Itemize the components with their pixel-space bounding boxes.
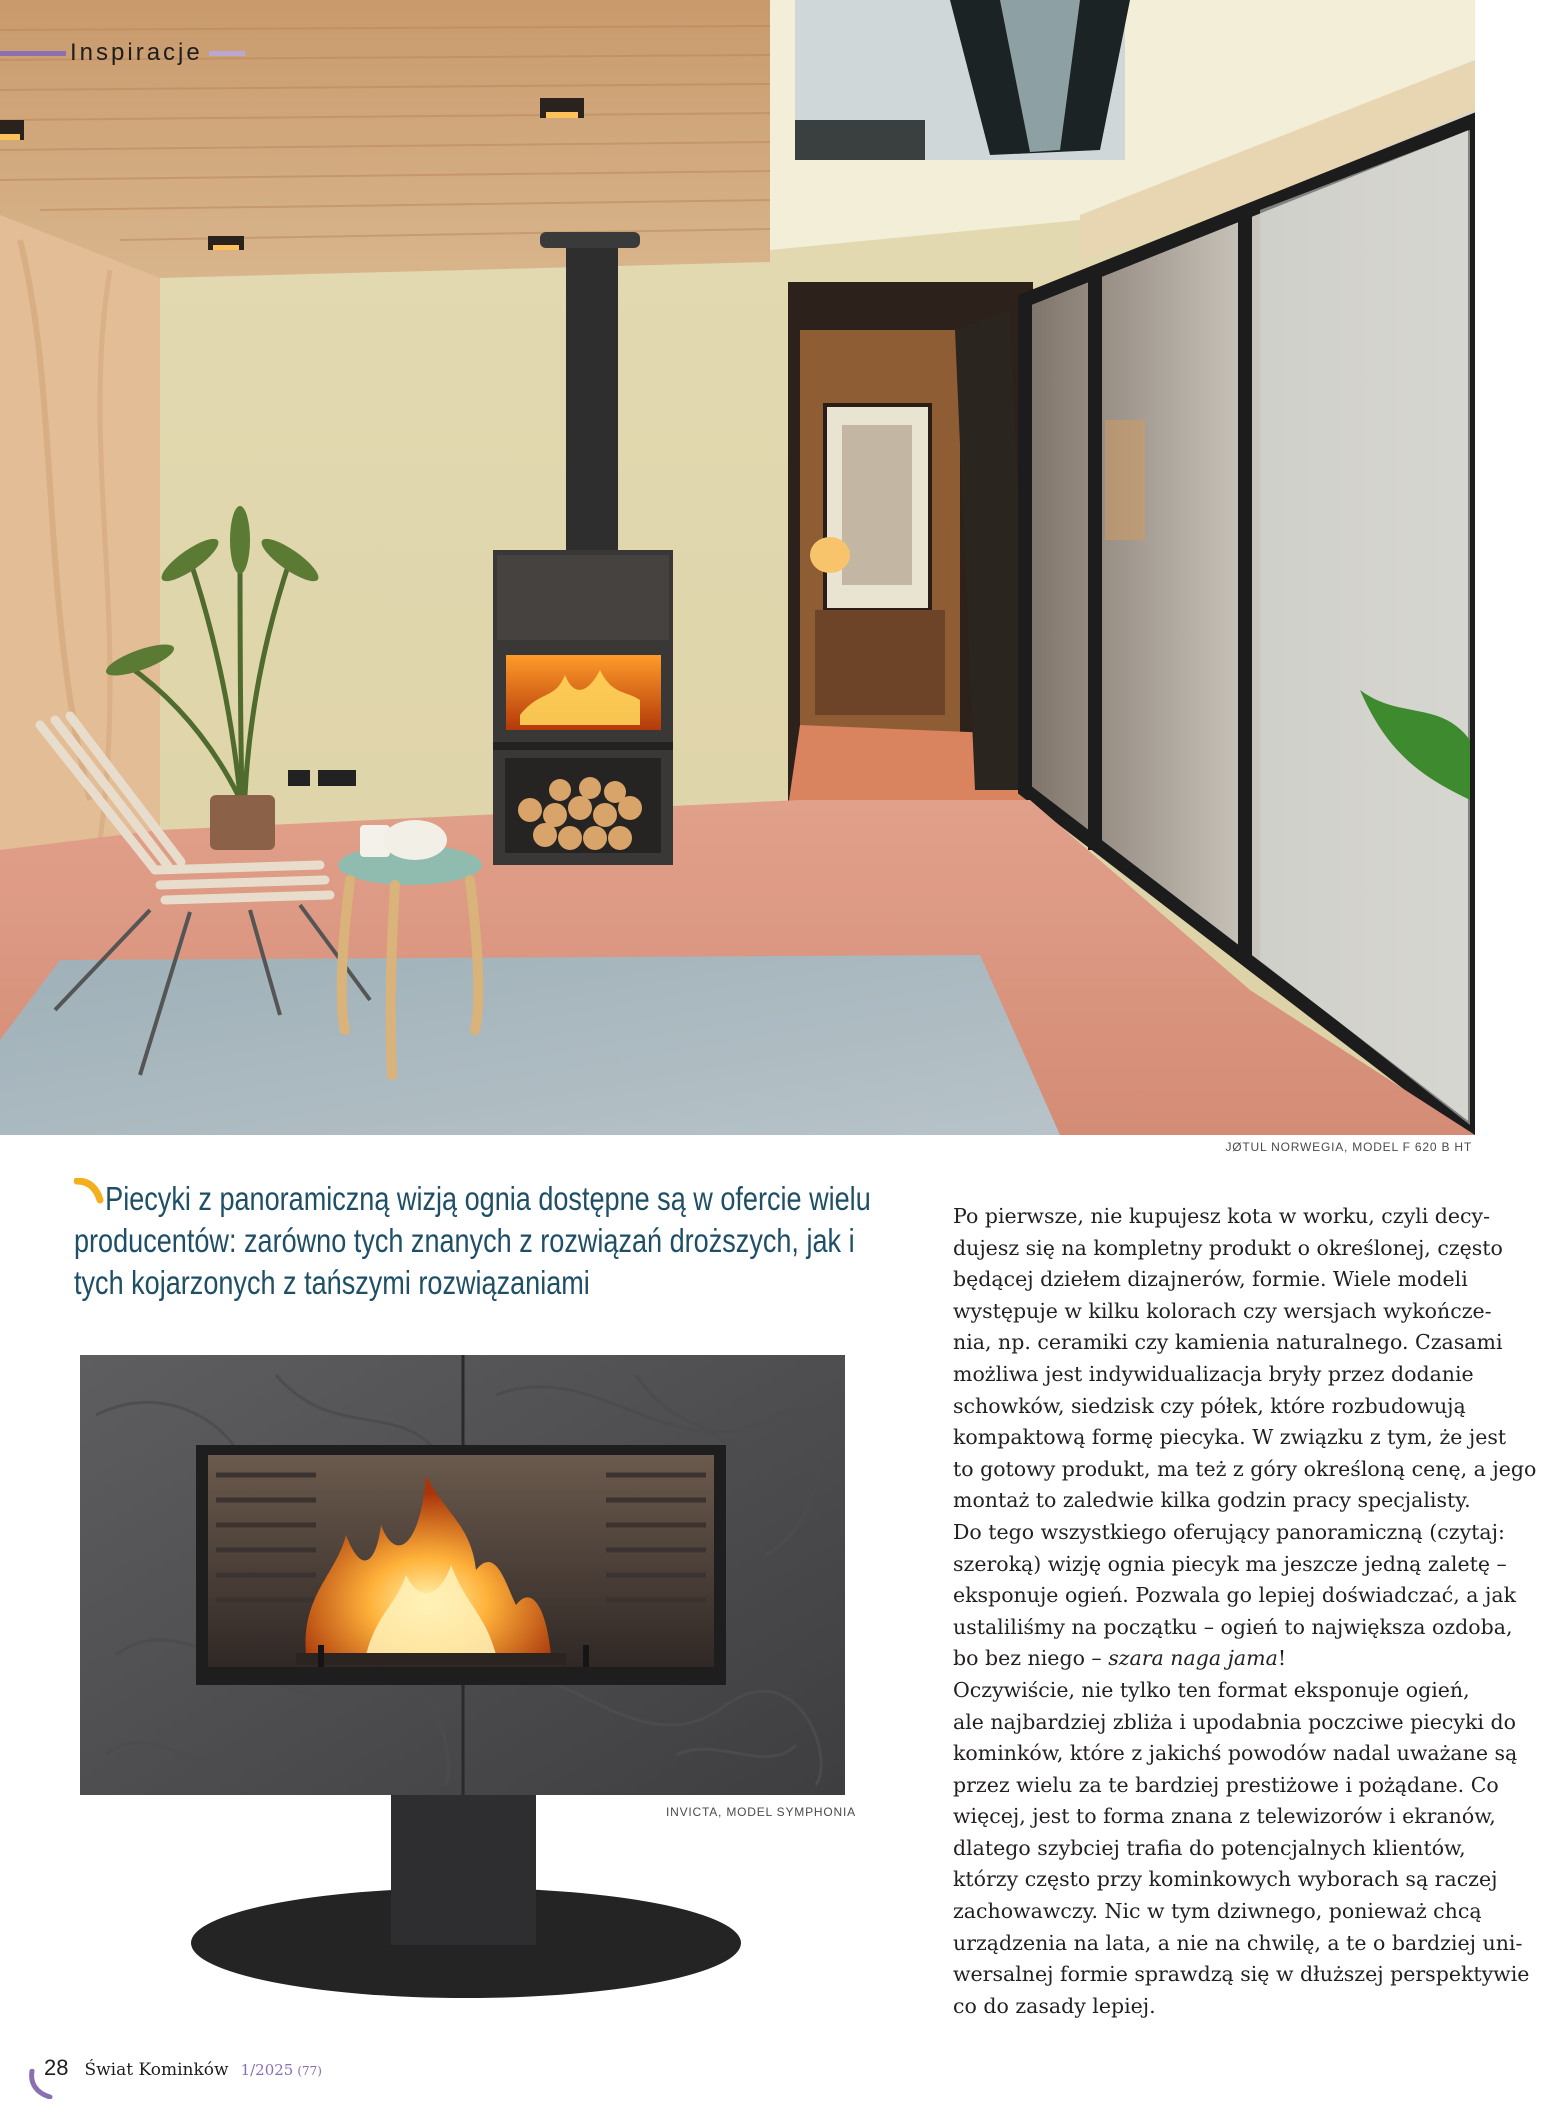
article-body [929,1201,1537,2022]
stove-caption: INVICTA, MODEL SYMPHONIA [666,1805,856,1819]
text-line: urządzenia na lata, a nie na chwilę, a te o bardziej uni- [953,1930,1523,1955]
text-prefix: bo bez niego – [953,1646,1109,1671]
pull-quote-text: Piecyki z panoramiczną wizją ognia dostępne są w ofercie wielu producentów: zarówno tych znanych z rozwiązań droższych, jak i tych kojarzonych z tańszymi rozwiązaniami [74,1180,871,1301]
stove-photo [76,1355,851,2005]
hero-caption: JØTUL NORWEGIA, MODEL F 620 B HT [1225,1140,1472,1154]
section-bar-right [209,51,245,56]
text-line: Oczywiście, nie tylko ten format eksponuje ogień, [953,1677,1470,1702]
stove-illustration [76,1355,851,2005]
text-line: możliwa jest indywidualizacja bryły przez dodanie [953,1361,1474,1386]
text-italic: szara naga jama [1108,1646,1278,1671]
text-line: ustaliliśmy na początku – ogień to największa ozdoba, [953,1614,1513,1639]
text-line: kominków, które z jakichś powodów nadal uważane są [953,1741,1518,1766]
text-line: dlatego szybciej trafia do potencjalnych klientów, [953,1835,1466,1860]
text-line: ale najbardziej zbliża i upodabnia poczciwe piecyki do [953,1709,1516,1734]
section-tag [0,40,245,66]
text-line: Do tego wszystkiego oferujący panoramiczną (czytaj: [953,1519,1505,1544]
text-line: dujesz się na kompletny produkt o określonej, często [953,1235,1503,1260]
text-line: montaż to zaledwie kilka godzin pracy specjalisty. [953,1488,1471,1513]
page-number: 28 [44,2055,69,2080]
article-paragraph-1 [929,1201,1537,1675]
text-suffix: ! [1277,1646,1287,1671]
text-line: nia, np. ceramiki czy kamienia naturalnego. Czasami [953,1330,1503,1355]
article-paragraph-2 [929,1675,1530,2023]
text-line: kompaktową formę piecyka. W związku z tym, że jest [953,1425,1507,1450]
text-line: wersalnej formie sprawdzą się w dłuższej perspektywie [953,1962,1530,1987]
text-line: Po pierwsze, nie kupujesz kota w worku, czyli decy- [953,1204,1491,1228]
pull-quote [74,1178,884,1304]
text-line: występuje w kilku kolorach czy wersjach wykończe- [953,1298,1492,1323]
issue-number: (77) [297,2064,322,2078]
text-line: którzy często przy kominkowych wyborach są raczej [953,1867,1498,1892]
text-line: to gotowy produkt, ma też z góry określoną cenę, a jego [953,1456,1537,1481]
text-line: będącej dziełem dizajnerów, formie. Wiele modeli [953,1267,1468,1292]
footer-swoosh-icon [28,2069,54,2099]
text-line: zachowawczy. Nic w tym dziwnego, ponieważ chcą [953,1899,1482,1924]
issue-label: 1/2025 [240,2061,294,2079]
text-line: przez wielu za te bardziej prestiżowe i pożądane. Co [953,1772,1499,1797]
text-line: więcej, jest to forma znana z telewizorów i ekranów, [953,1804,1496,1829]
section-label: Inspiracje [70,39,203,66]
text-line: szeroką) wizję ognia piecyk ma jeszcze jedną zaletę – [953,1551,1507,1576]
text-line: schowków, siedzisk czy półek, które rozbudowują [953,1393,1466,1418]
magazine-title: Świat Kominków [84,2060,229,2080]
text-line-last [929,1643,1474,1675]
text-line: co do zasady lepiej. [953,1993,1156,2018]
text-line: eksponuje ogień. Pozwala go lepiej doświadczać, a jak [953,1583,1517,1608]
section-bar-left [0,51,66,56]
page-footer [28,2055,322,2081]
